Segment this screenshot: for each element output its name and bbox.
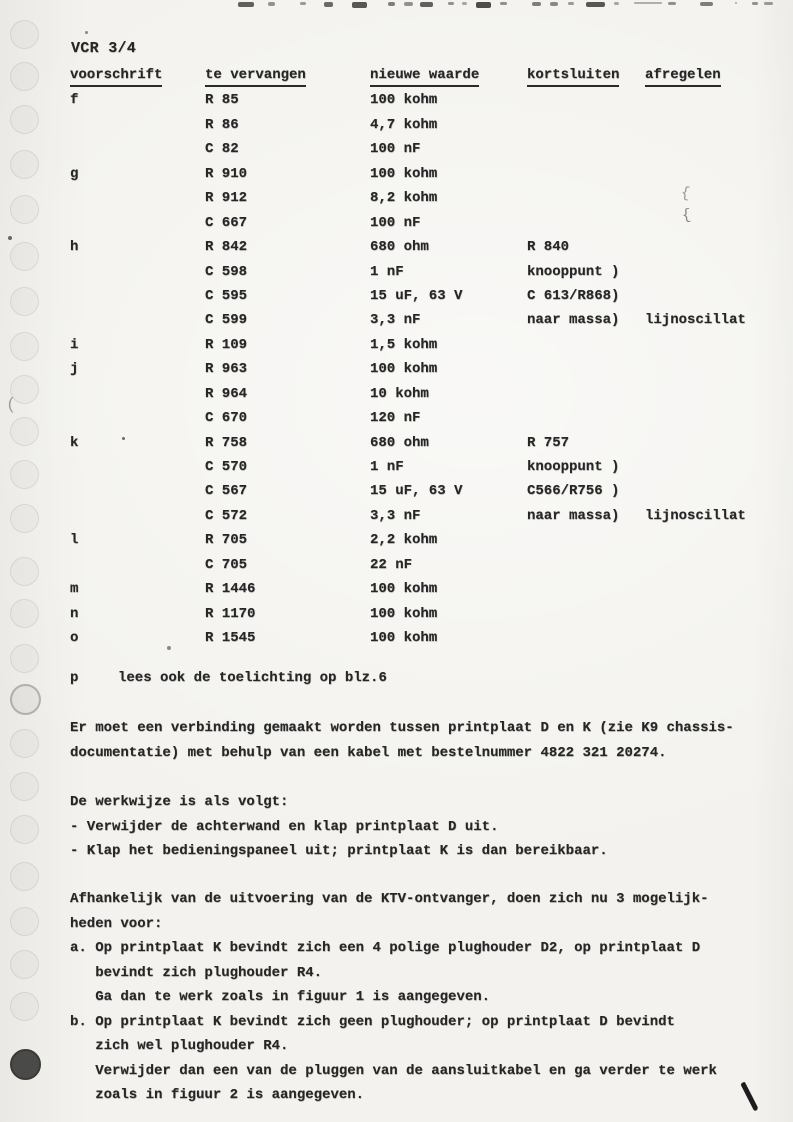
cell-kortsluiten [527,406,645,430]
scan-smudge [700,2,713,6]
text-line: Ga dan te werk zoals in figuur 1 is aangegeven. [70,989,491,1005]
cell-afregelen: lijnoscillat [645,312,746,329]
cell-te-vervangen: R 912 [205,190,248,207]
punch-hole [10,504,39,533]
cell-te-vervangen: C 570 [205,459,248,475]
page-title: VCR 3/4 [71,40,137,57]
cell-nieuwe-waarde: 10 kohm [370,385,429,402]
cell-nieuwe-waarde: 120 nF [370,410,421,427]
cell-te-vervangen: R 86 [205,116,239,133]
note-p-text: lees ook de toelichting op blz.6 [118,670,387,686]
text-line: bevindt zich plughouder R4. [70,964,323,981]
cell-afregelen [645,479,793,503]
punch-hole [10,242,39,271]
scan-smudge [268,2,275,6]
cell-nieuwe-waarde: 15 uF, 63 V [370,287,463,304]
cell-kortsluiten: knooppunt ) [527,459,620,475]
scan-smudge [324,2,333,7]
cell-voorschrift [70,186,205,210]
cell-voorschrift [70,479,205,503]
cell-afregelen [645,626,793,650]
cell-voorschrift [70,406,205,430]
cell-afregelen [645,528,793,552]
table-row [70,137,793,161]
punch-hole [10,1049,41,1080]
cell-te-vervangen: C 705 [205,556,248,573]
table-row [70,406,793,430]
table-row [70,626,793,650]
punch-hole [10,907,39,936]
cell-te-vervangen: R 964 [205,385,248,402]
pen-mark [740,1082,759,1112]
scan-smudge [764,2,773,5]
cell-te-vervangen: R 109 [205,336,248,353]
scan-smudge [462,2,467,5]
cell-voorschrift [70,382,205,406]
cell-voorschrift: m [70,581,79,598]
cell-nieuwe-waarde: 100 kohm [370,605,438,622]
header-afregelen: afregelen [645,63,793,87]
cell-nieuwe-waarde: 4,7 kohm [370,116,438,133]
scan-artifact-curl: { [681,206,692,225]
punch-hole [10,150,39,179]
scan-smudge [550,2,558,6]
cell-voorschrift [70,137,205,161]
text-line: Er moet een verbinding gemaakt worden tussen printplaat D en K (zie K9 chassis- [70,720,734,736]
cell-voorschrift [70,455,205,479]
cell-nieuwe-waarde: 1,5 kohm [370,336,438,353]
punch-hole [10,599,39,628]
cell-voorschrift: j [70,361,79,378]
cell-kortsluiten [527,602,645,626]
scan-smudge [668,2,676,5]
cell-afregelen [645,431,793,455]
cell-te-vervangen: C 667 [205,214,248,231]
cell-kortsluiten [527,162,645,186]
scan-smudge [532,2,541,6]
cell-afregelen [645,88,793,112]
punch-hole [10,772,39,801]
cell-te-vervangen: R 1170 [205,605,256,622]
scan-smudge [752,2,758,5]
cell-te-vervangen: R 705 [205,532,248,549]
table-row [70,235,793,259]
table-row [70,113,793,137]
table-row [70,382,793,406]
scan-artifact-dot [167,646,171,650]
punch-hole [10,557,39,586]
cell-voorschrift [70,211,205,235]
cell-afregelen [645,553,793,577]
cell-te-vervangen: C 599 [205,312,248,329]
scan-smudge [238,2,254,7]
cell-te-vervangen: R 910 [205,165,248,182]
cell-kortsluiten [527,333,645,357]
cell-voorschrift: i [70,336,79,353]
cell-afregelen [645,382,793,406]
table-row [70,479,793,503]
cell-kortsluiten [527,577,645,601]
header-kortsluiten: kortsluiten [527,63,645,87]
cell-kortsluiten [527,528,645,552]
table-row [70,333,793,357]
table-row [70,577,793,601]
cell-te-vervangen: R 85 [205,92,239,109]
table-row [70,455,793,479]
text-line: - Klap het bedieningspaneel uit; printplaat K is dan bereikbaar. [70,843,608,859]
scan-smudge [586,2,605,7]
punch-hole [10,62,39,91]
cell-afregelen [645,137,793,161]
scan-smudge [634,2,662,4]
text-line: a. Op printplaat K bevindt zich een 4 polige plughouder D2, op printplaat D [70,940,701,956]
punch-hole [10,20,39,49]
punch-hole [10,992,39,1021]
table-row [70,357,793,381]
cell-nieuwe-waarde: 22 nF [370,556,413,573]
scan-smudge [735,2,737,4]
cell-afregelen [645,455,793,479]
scan-smudge [500,2,507,5]
scan-smudge [352,2,367,8]
table-row [70,504,793,528]
cell-afregelen [645,357,793,381]
cell-kortsluiten: R 757 [527,434,570,451]
text-line: De werkwijze is als volgt: [70,794,289,810]
scan-artifact-dot [85,31,88,34]
text-line: documentatie) met behulp van een kabel met bestelnummer 4822 321 20274. [70,744,667,761]
punch-hole [10,862,39,891]
table-row [70,284,793,308]
cell-voorschrift: k [70,434,79,451]
cell-nieuwe-waarde: 680 ohm [370,434,429,451]
table-row [70,88,793,112]
cell-kortsluiten [527,382,645,406]
cell-te-vervangen: R 1446 [205,581,256,598]
cell-kortsluiten [527,553,645,577]
text-line: - Verwijder de achterwand en klap printplaat D uit. [70,818,499,835]
scan-smudge [404,2,413,6]
punch-hole [10,644,39,673]
cell-nieuwe-waarde: 8,2 kohm [370,190,438,207]
cell-nieuwe-waarde: 1 nF [370,263,404,280]
cell-te-vervangen: C 82 [205,141,239,158]
cell-voorschrift [70,308,205,332]
replacement-table-rows [70,88,793,650]
cell-nieuwe-waarde: 100 kohm [370,630,438,647]
cell-kortsluiten [527,88,645,112]
punch-hole [10,417,39,446]
cell-afregelen [645,577,793,601]
scan-smudge [476,2,491,8]
cell-nieuwe-waarde: 100 kohm [370,92,438,109]
cell-te-vervangen: R 963 [205,361,248,378]
cell-kortsluiten: naar massa) [527,507,620,524]
cell-voorschrift: l [70,532,79,549]
cell-te-vervangen: C 598 [205,263,248,280]
cell-voorschrift: o [70,630,79,647]
cell-nieuwe-waarde: 100 kohm [370,361,438,378]
text-line: Verwijder dan een van de pluggen van de aansluitkabel en ga verder te werk [70,1062,717,1079]
table-row [70,260,793,284]
cell-afregelen [645,235,793,259]
scan-smudge [388,2,395,6]
cell-nieuwe-waarde: 100 nF [370,214,421,231]
scan-smudge [448,2,454,5]
text-line: heden voor: [70,915,163,932]
cell-te-vervangen: C 567 [205,483,248,500]
cell-te-vervangen: R 842 [205,239,248,256]
text-line: Afhankelijk van de uitvoering van de KTV-ontvanger, doen zich nu 3 mogelijk- [70,891,709,907]
cell-afregelen [645,333,793,357]
cell-afregelen [645,284,793,308]
cell-kortsluiten: C 613/R868) [527,287,620,304]
cell-nieuwe-waarde: 100 nF [370,141,421,158]
cell-nieuwe-waarde: 680 ohm [370,239,429,256]
table-row [70,602,793,626]
punch-hole [10,950,39,979]
cell-kortsluiten: R 840 [527,239,570,256]
scan-smudge [300,2,306,5]
punch-hole [10,684,41,715]
scan-smudge [568,2,574,5]
table-row [70,431,793,455]
cell-nieuwe-waarde: 1 nF [370,459,404,475]
cell-afregelen: lijnoscillat [645,507,746,524]
paragraph-mogelijkheden [70,887,717,1108]
scan-artifact-dot [122,437,125,440]
cell-voorschrift: n [70,605,79,622]
replacement-table [70,63,793,651]
text-line: zoals in figuur 2 is aangegeven. [70,1087,365,1103]
header-te-vervangen: te vervangen [205,63,370,87]
cell-nieuwe-waarde: 15 uF, 63 V [370,483,463,500]
table-row [70,528,793,552]
cell-voorschrift: g [70,165,79,182]
cell-kortsluiten [527,186,645,210]
cell-kortsluiten [527,137,645,161]
cell-te-vervangen: C 595 [205,287,248,304]
text-line: b. Op printplaat K bevindt zich geen plughouder; op printplaat D bevindt [70,1013,675,1030]
cell-voorschrift: h [70,239,79,256]
punch-hole [10,195,39,224]
cell-afregelen [645,162,793,186]
cell-voorschrift [70,260,205,284]
cell-kortsluiten [527,113,645,137]
cell-te-vervangen: C 572 [205,507,248,524]
cell-afregelen [645,260,793,284]
cell-afregelen [645,602,793,626]
cell-nieuwe-waarde: 100 kohm [370,581,438,598]
cell-voorschrift: f [70,92,79,109]
punch-hole [10,105,39,134]
scan-smudge [614,2,619,5]
note-p-label: p [70,670,79,686]
table-row [70,553,793,577]
cell-kortsluiten [527,211,645,235]
cell-voorschrift [70,553,205,577]
header-voorschrift: voorschrift [70,63,205,87]
cell-te-vervangen: R 1545 [205,630,256,647]
cell-kortsluiten: knooppunt ) [527,263,620,280]
scan-artifact-curl: ( [6,396,17,415]
cell-nieuwe-waarde: 100 kohm [370,165,438,182]
cell-kortsluiten [527,626,645,650]
cell-nieuwe-waarde: 3,3 nF [370,507,421,524]
punch-hole [10,729,39,758]
scan-artifact-dot [8,236,12,240]
cell-voorschrift [70,504,205,528]
header-nieuwe-waarde: nieuwe waarde [370,63,527,87]
text-line: zich wel plughouder R4. [70,1038,289,1054]
table-row [70,162,793,186]
paragraph-werkwijze [70,790,608,864]
cell-te-vervangen: C 670 [205,410,248,427]
scan-artifact-curl: { [679,184,692,203]
punch-hole [10,460,39,489]
scan-smudge [420,2,433,7]
punch-hole [10,815,39,844]
cell-nieuwe-waarde: 2,2 kohm [370,532,438,549]
cell-kortsluiten [527,357,645,381]
cell-te-vervangen: R 758 [205,434,248,451]
punch-hole [10,332,39,361]
cell-voorschrift [70,113,205,137]
cell-afregelen [645,406,793,430]
table-header-row [70,63,793,87]
paragraph-connection [70,716,734,765]
cell-kortsluiten: C566/R756 ) [527,483,620,500]
cell-afregelen [645,113,793,137]
cell-kortsluiten: naar massa) [527,312,620,329]
cell-voorschrift [70,284,205,308]
cell-afregelen [645,211,793,235]
cell-nieuwe-waarde: 3,3 nF [370,312,421,329]
punch-hole [10,287,39,316]
table-row [70,308,793,332]
cell-afregelen [645,186,793,210]
